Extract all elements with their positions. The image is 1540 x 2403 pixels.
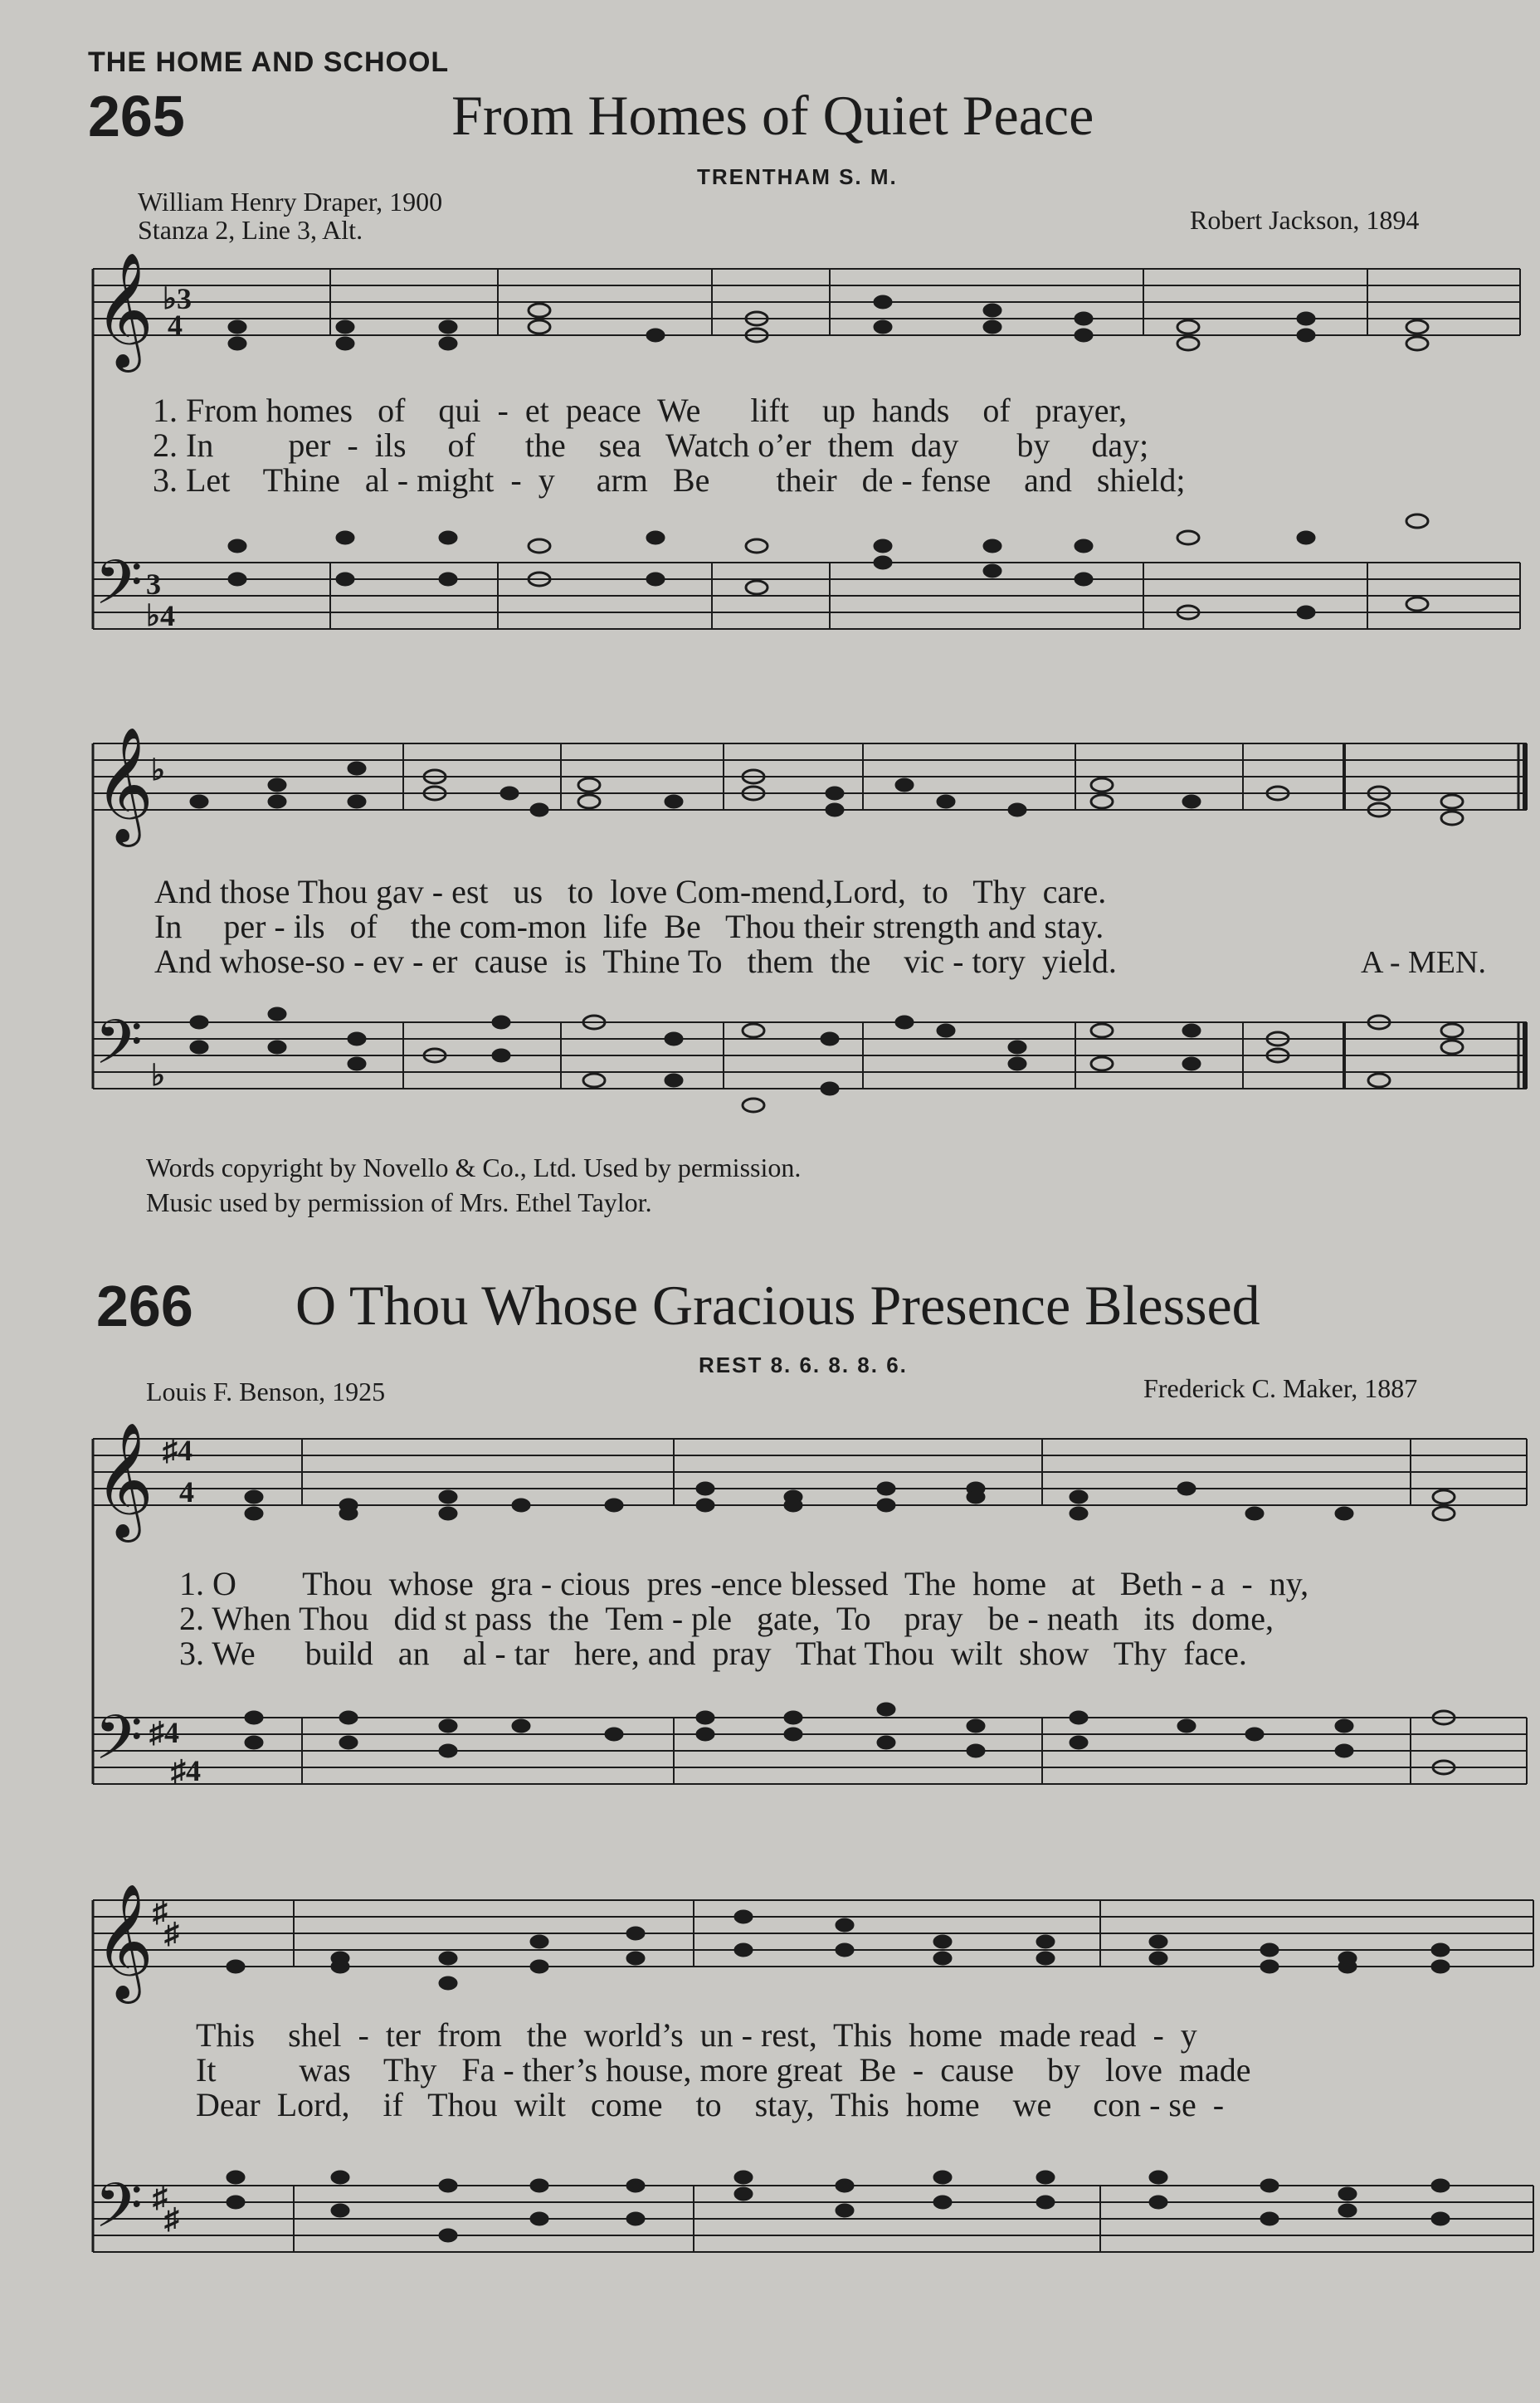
svg-text:𝄢: 𝄢	[95, 547, 143, 634]
verse-lyrics	[153, 393, 1186, 498]
svg-text:♭: ♭	[151, 1059, 165, 1092]
svg-text:3: 3	[146, 568, 161, 601]
lyric-line: 2. In per - ils of the sea Watch o’er them day by day;	[153, 426, 1149, 464]
hymn-number: 265	[88, 84, 185, 149]
svg-text:♯: ♯	[164, 2202, 179, 2235]
composer-credit: Robert Jackson, 1894	[1190, 205, 1420, 235]
lyric-line: 1. From homes of qui - et peace We lift up hands of prayer,	[153, 392, 1128, 429]
copyright-line: Music used by permission of Mrs. Ethel Taylor.	[146, 1187, 652, 1217]
composer-credit: Frederick C. Maker, 1887	[1143, 1373, 1418, 1403]
svg-text:♭: ♭	[151, 753, 165, 787]
tune-name: TRENTHAM S. M.	[697, 164, 898, 189]
svg-text:♯4: ♯4	[171, 1754, 201, 1787]
svg-text:♯: ♯	[164, 1917, 179, 1950]
lyric-line: This shel - ter from the world’s un - rest, This home made read - y	[196, 2016, 1197, 2054]
copyright-notice	[146, 1150, 801, 1220]
verse-lyrics	[196, 2018, 1251, 2123]
svg-text:𝄢: 𝄢	[95, 1007, 143, 1094]
copyright-line: Words copyright by Novello & Co., Ltd. Used by permission.	[146, 1153, 802, 1182]
lyric-line: And those Thou gav - est us to love Com-mend,Lord, to Thy care.	[154, 873, 1107, 910]
svg-text:4: 4	[179, 1475, 194, 1509]
svg-text:𝄢: 𝄢	[95, 1702, 143, 1789]
svg-text:4: 4	[168, 309, 183, 342]
verse-lyrics	[154, 875, 1117, 979]
svg-text:𝄞: 𝄞	[95, 252, 154, 368]
svg-text:𝄢: 𝄢	[95, 2170, 143, 2257]
author-line-1: William Henry Draper, 1900	[138, 187, 443, 217]
lyric-line: 1. O Thou whose gra - cious pres -ence blessed The home at Beth - a - ny,	[179, 1565, 1309, 1602]
svg-text:♭4: ♭4	[146, 599, 175, 632]
svg-text:♯4: ♯4	[149, 1716, 179, 1749]
svg-text:𝄞: 𝄞	[95, 727, 154, 842]
hymn-number: 266	[96, 1274, 193, 1338]
lyric-line: 2. When Thou did st pass the Tem - ple gate, To pray be - neath its dome,	[179, 1600, 1274, 1637]
author-credit: Louis F. Benson, 1925	[146, 1377, 386, 1406]
lyric-line: 3. Let Thine al - might - y arm Be their de - fense and shield;	[153, 461, 1186, 499]
lyric-line: Dear Lord, if Thou wilt come to stay, This home we con - se -	[196, 2086, 1225, 2123]
hymn-title: From Homes of Quiet Peace	[451, 84, 1094, 147]
lyric-line: In per - ils of the com-mon life Be Thou their strength and stay.	[154, 908, 1104, 945]
svg-text:♭3: ♭3	[163, 282, 192, 315]
tune-name: REST 8. 6. 8. 8. 6.	[699, 1353, 908, 1377]
lyric-line: 3. We build an al - tar here, and pray That Thou wilt show Thy face.	[179, 1635, 1247, 1672]
lyric-line: It was Thy Fa - ther’s house, more great Be - cause by love made	[196, 2051, 1251, 2089]
amen: A - MEN.	[1361, 945, 1486, 980]
svg-text:♯: ♯	[153, 1895, 168, 1928]
svg-text:𝄞: 𝄞	[95, 1884, 154, 1999]
lyric-line: And whose-so - ev - er cause is Thine To them the vic - tory yield.	[154, 943, 1117, 980]
hymn-title: O Thou Whose Gracious Presence Blessed	[295, 1274, 1260, 1337]
verse-lyrics	[179, 1567, 1309, 1671]
svg-text:♯: ♯	[153, 2181, 168, 2214]
running-head: THE HOME AND SCHOOL	[88, 46, 450, 78]
svg-text:♯4: ♯4	[163, 1434, 192, 1467]
author-line-2: Stanza 2, Line 3, Alt.	[138, 215, 363, 245]
svg-text:𝄞: 𝄞	[95, 1422, 154, 1538]
